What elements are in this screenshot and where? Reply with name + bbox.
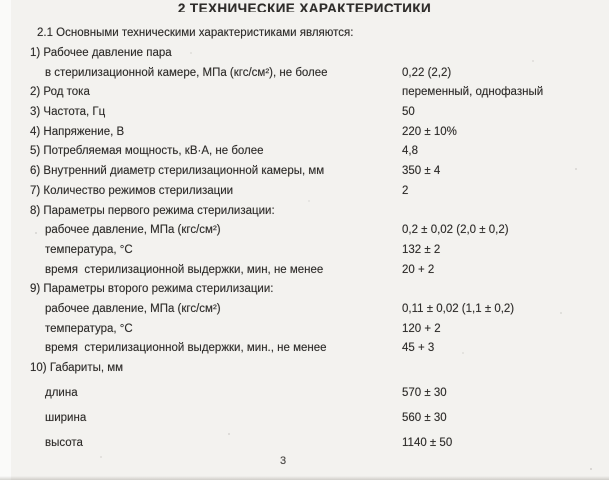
- table-row: [0, 164, 609, 184]
- row-label: время стерилизационной выдержки, мин, не менее: [45, 263, 324, 276]
- row-label: высота: [45, 436, 83, 449]
- row-value: 0,22 (2,2): [402, 66, 452, 79]
- row-label: ширина: [45, 411, 87, 424]
- row-label: время стерилизационной выдержки, мин., не менее: [45, 342, 327, 355]
- row-label: 1) Рабочее давление пара: [30, 47, 172, 59]
- table-row: [0, 125, 609, 145]
- row-value: 0,2 ± 0,02 (2,0 ± 0,2): [402, 224, 509, 237]
- row-label: 9) Параметры второго режима стерилизации:: [30, 283, 274, 296]
- row-label: рабочее давление, МПа (кгс/см²): [45, 302, 221, 315]
- scan-bottom-edge: [0, 476, 609, 480]
- table-row: [0, 46, 609, 66]
- row-value: 45 + 3: [402, 342, 435, 355]
- row-value: 120 + 2: [402, 322, 441, 335]
- table-row: [0, 204, 609, 224]
- section-title-clip: [0, 0, 609, 12]
- row-value: 350 ± 4: [402, 165, 441, 178]
- row-label: 2) Род тока: [30, 86, 90, 99]
- table-row: [0, 105, 609, 125]
- table-row: [0, 302, 609, 322]
- row-label: 3) Частота, Гц: [30, 106, 106, 119]
- table-row: [0, 341, 609, 361]
- row-value: 220 ± 10%: [402, 125, 457, 138]
- row-value: 4,8: [402, 145, 418, 158]
- table-row: [0, 243, 609, 263]
- row-label: 7) Количество режимов стерилизации: [30, 184, 234, 197]
- table-row: [0, 386, 609, 406]
- row-label: рабочее давление, МПа (кгс/см²): [45, 224, 221, 237]
- row-label: температура, °С: [45, 322, 133, 335]
- row-value: переменный, однофазный: [402, 86, 544, 99]
- row-label: 10) Габариты, мм: [30, 362, 124, 374]
- row-value: 50: [402, 106, 415, 119]
- row-value: 0,11 ± 0,02 (1,1 ± 0,2): [402, 302, 515, 315]
- table-row: [0, 263, 609, 283]
- row-value: 20 + 2: [402, 263, 435, 276]
- row-value: 1140 ± 50: [402, 436, 453, 449]
- table-row: [0, 85, 609, 105]
- row-label: длина: [45, 386, 78, 399]
- row-label: в стерилизационной камере, МПа (кгс/см²), не более: [45, 66, 328, 79]
- table-row: [0, 282, 609, 302]
- table-row: [0, 436, 609, 456]
- row-label: 8) Параметры первого режима стерилизации:: [30, 204, 275, 217]
- table-row: [0, 66, 609, 86]
- spec-table: [0, 46, 609, 456]
- row-value: 570 ± 30: [402, 386, 447, 399]
- table-row: [0, 223, 609, 243]
- table-row: [0, 361, 609, 381]
- table-row: [0, 144, 609, 164]
- section-title: 2 ТЕХНИЧЕСКИЕ ХАРАКТЕРИСТИКИ: [177, 1, 432, 12]
- table-row: [0, 411, 609, 431]
- row-label: 5) Потребляемая мощность, кВ·А, не более: [30, 145, 264, 158]
- table-row: [0, 184, 609, 204]
- intro-paragraph: 2.1 Основными техническими характеристиками являются:: [37, 27, 354, 39]
- page-number: 3: [279, 455, 287, 467]
- row-label: температура, °С: [45, 243, 133, 256]
- row-label: 4) Напряжение, В: [30, 125, 125, 138]
- row-label: 6) Внутренний диаметр стерилизационной камеры, мм: [30, 165, 325, 178]
- row-value: 2: [402, 184, 409, 197]
- row-value: 132 ± 2: [402, 243, 441, 256]
- row-value: 560 ± 30: [402, 411, 447, 424]
- table-row: [0, 322, 609, 342]
